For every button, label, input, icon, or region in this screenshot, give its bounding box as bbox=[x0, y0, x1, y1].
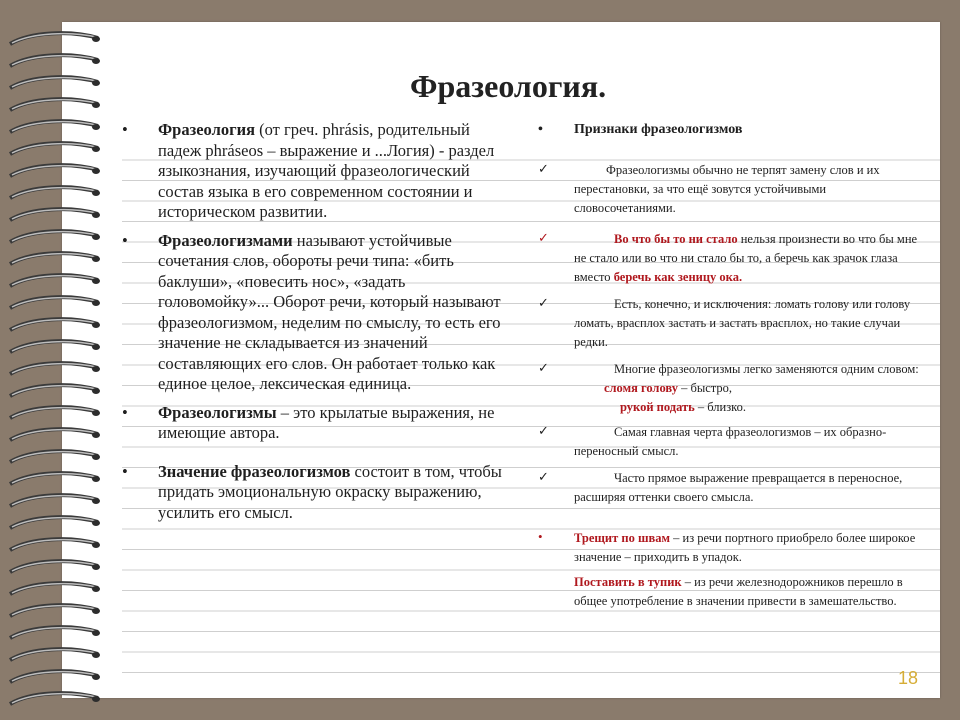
spiral-ring bbox=[10, 539, 100, 550]
term: Фразеология bbox=[158, 120, 256, 139]
spiral-ring bbox=[10, 671, 100, 682]
spiral-ring bbox=[10, 561, 100, 572]
term: Фразеологизмами bbox=[158, 230, 293, 250]
spiral-ring bbox=[10, 429, 100, 440]
spiral-ring bbox=[10, 275, 100, 286]
example-line bbox=[620, 398, 919, 417]
phrase-example: сломя голову bbox=[604, 381, 678, 395]
spiral-ring bbox=[10, 33, 100, 44]
spiral-ring bbox=[10, 55, 100, 66]
spiral-ring bbox=[10, 473, 100, 484]
spiral-ring bbox=[10, 495, 100, 506]
spiral-ring bbox=[10, 451, 100, 462]
spiral-ring bbox=[10, 143, 100, 154]
feature-item bbox=[534, 230, 919, 287]
feature-item bbox=[534, 573, 919, 611]
definition-text: (от греч. phrásis, родительный падеж phráseos – выражение и ...Логия) - раздел языкознания, изучающий фразеологический состав языка в его современном состоянии и историческом развитии. bbox=[158, 120, 495, 221]
spiral-ring bbox=[10, 583, 100, 594]
phrase-example: рукой подать bbox=[620, 400, 695, 414]
spiral-ring bbox=[10, 253, 100, 264]
feature-text: – из речи железнодорожников перешло в общее употребление в значении привести в замешательство. bbox=[574, 575, 903, 608]
definition-text: состоит в том, чтобы придать эмоциональную окраску выражению, усилить его смысл. bbox=[158, 461, 502, 522]
spiral-ring bbox=[10, 693, 100, 704]
phrase-example: Поставить в тупик bbox=[574, 575, 682, 589]
definition-meaning bbox=[118, 462, 508, 524]
definition-text: – это крылатые выражения, не имеющие автора. bbox=[158, 402, 495, 442]
spiral-ring bbox=[10, 121, 100, 132]
heading-text: Признаки фразеологизмов bbox=[574, 122, 743, 137]
spiral-binding-icon bbox=[0, 0, 110, 720]
checkmark-icon: ✓ bbox=[538, 161, 549, 176]
spiral-ring bbox=[10, 165, 100, 176]
feature-item bbox=[534, 161, 919, 218]
spiral-ring bbox=[10, 297, 100, 308]
example-meaning: – быстро, bbox=[677, 381, 732, 395]
definition-text: называют устойчивые сочетания слов, обороты речи типа: «бить баклуши», «повесить нос», «задать головомойку»... Оборот речи, который называют фразеологизмом, неделим по смыслу, то есть его значение не складывается из значений составляющих его слов. Он работает только как единое целое, лексическая единица. bbox=[158, 230, 501, 393]
feature-item bbox=[534, 469, 919, 507]
checkmark-icon: ✓ bbox=[538, 469, 549, 484]
left-column bbox=[118, 120, 508, 531]
feature-text: Часто прямое выражение превращается в переносное, расширяя оттенки своего смысла. bbox=[574, 471, 903, 504]
feature-text: нельзя произнести во что бы мне не стало или во что ни стало бы то, а беречь как зрачок глаза вместо bbox=[574, 232, 918, 284]
checkmark-icon: ✓ bbox=[538, 295, 549, 310]
spiral-ring bbox=[10, 319, 100, 330]
feature-text: Есть, конечно, и исключения: ломать голову или голову ломать, врасплох застать и застать врасплох, но такие случаи редки. bbox=[574, 297, 911, 349]
page-number: 18 bbox=[898, 668, 919, 688]
spiral-ring bbox=[10, 77, 100, 88]
feature-text: Многие фразеологизмы легко заменяются одним словом: bbox=[614, 362, 919, 376]
definition-phraseology bbox=[118, 120, 508, 223]
feature-text: Самая главная черта фразеологизмов – их образно-переносный смысл. bbox=[574, 425, 887, 458]
spiral-ring bbox=[10, 187, 100, 198]
term: Фразеологизмы bbox=[158, 402, 277, 422]
feature-text: Фразеологизмы обычно не терпят замену слов и их перестановки, за что ещё зовутся устойчивыми словосочетаниями. bbox=[574, 163, 880, 215]
spiral-ring bbox=[10, 99, 100, 110]
spiral-ring bbox=[10, 407, 100, 418]
feature-item bbox=[534, 529, 919, 567]
spiral-ring bbox=[10, 385, 100, 396]
definition-winged-phrases bbox=[118, 403, 508, 444]
feature-item bbox=[534, 360, 919, 417]
checkmark-icon: ✓ bbox=[538, 360, 549, 375]
term: Значение фразеологизмов bbox=[158, 461, 351, 481]
bullet-icon: • bbox=[538, 122, 543, 137]
phrase-example: Трещит по швам bbox=[574, 531, 671, 545]
spiral-ring bbox=[10, 231, 100, 242]
example-line bbox=[604, 379, 919, 398]
page-title: Фразеология. bbox=[410, 68, 607, 104]
feature-item bbox=[534, 423, 919, 461]
spiral-ring bbox=[10, 605, 100, 616]
example-meaning: – близко. bbox=[694, 400, 746, 414]
spiral-ring bbox=[10, 649, 100, 660]
right-column bbox=[534, 120, 919, 617]
spiral-ring bbox=[10, 517, 100, 528]
definition-phraseologisms bbox=[118, 231, 508, 395]
spiral-ring bbox=[10, 363, 100, 374]
spiral-ring bbox=[10, 209, 100, 220]
features-heading bbox=[534, 120, 919, 139]
checkmark-icon: ✓ bbox=[538, 230, 549, 245]
spiral-ring bbox=[10, 627, 100, 638]
spiral-ring bbox=[10, 341, 100, 352]
phrase-example: Во что бы то ни стало bbox=[614, 232, 738, 246]
checkmark-icon: ✓ bbox=[538, 423, 549, 438]
feature-text: – из речи портного приобрело более широкое значение – приходить в упадок. bbox=[574, 531, 916, 564]
phrase-example: беречь как зеницу ока. bbox=[613, 270, 743, 284]
bullet-icon: • bbox=[538, 529, 543, 544]
feature-item bbox=[534, 295, 919, 352]
